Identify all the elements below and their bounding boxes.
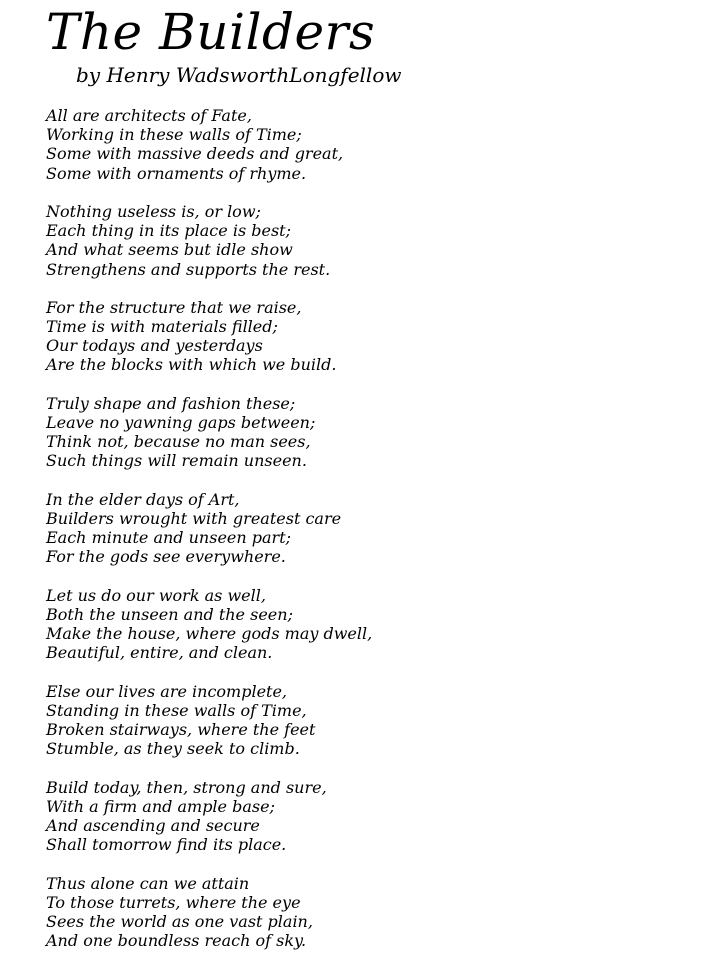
poem-line: Nothing useless is, or low; xyxy=(46,201,261,221)
poem-line: Standing in these walls of Time, xyxy=(46,700,307,720)
poem-line: Sees the world as one vast plain, xyxy=(46,911,313,931)
poem-line: In the elder days of Art, xyxy=(46,489,240,509)
poem-line: Strengthens and supports the rest. xyxy=(46,259,331,279)
poem-line: Think not, because no man sees, xyxy=(46,432,311,452)
stanza-3 xyxy=(46,298,706,375)
poem-body xyxy=(46,106,706,969)
poem-line: Make the house, where gods may dwell, xyxy=(46,624,373,644)
poem-line: Such things will remain unseen. xyxy=(46,451,307,471)
stanza-4 xyxy=(46,394,706,471)
poem-line: Both the unseen and the seen; xyxy=(46,604,293,624)
stanza-7 xyxy=(46,682,706,759)
poem-line: Shall tomorrow find its place. xyxy=(46,835,287,855)
stanza-5 xyxy=(46,490,706,567)
stanza-2 xyxy=(46,202,706,279)
poem-line: All are architects of Fate, xyxy=(46,106,252,125)
poem-line: Beautiful, entire, and clean. xyxy=(46,643,273,663)
poem-line: Stumble, as they seek to climb. xyxy=(46,739,300,759)
poem-line: And one boundless reach of sky. xyxy=(46,931,307,951)
poem-line: Each minute and unseen part; xyxy=(46,528,292,548)
poem-line: For the structure that we raise, xyxy=(46,297,302,317)
poem-line: Builders wrought with greatest care xyxy=(46,508,342,528)
poem-line: Time is with materials filled; xyxy=(46,317,278,337)
poem-line: Working in these walls of Time; xyxy=(46,125,302,145)
stanza-8 xyxy=(46,778,706,855)
poem-line: Else our lives are incomplete, xyxy=(46,681,288,701)
poem-byline: by Henry WadsworthLongfellow xyxy=(76,63,402,87)
poem-line: Some with ornaments of rhyme. xyxy=(46,163,307,183)
poem-line: Some with massive deeds and great, xyxy=(46,144,344,164)
poem-line: And ascending and secure xyxy=(46,815,260,835)
poem-line: Broken stairways, where the feet xyxy=(46,720,316,739)
poem-line: Each thing in its place is best; xyxy=(46,221,291,241)
poem-line: To those turrets, where the eye xyxy=(46,892,301,912)
poem-title: The Builders xyxy=(46,3,376,61)
poem-line: Build today, then, strong and sure, xyxy=(46,777,327,797)
poem-line: Thus alone can we attain xyxy=(46,873,250,893)
poem-line: For the gods see everywhere. xyxy=(46,547,286,567)
stanza-1 xyxy=(46,106,706,183)
poem-line: And what seems but idle show xyxy=(46,240,293,260)
stanza-6 xyxy=(46,586,706,663)
stanza-9 xyxy=(46,874,706,951)
poem-line: Truly shape and fashion these; xyxy=(46,393,296,413)
poem-line: Our todays and yesterdays xyxy=(46,336,263,356)
poem-line: Are the blocks with which we build. xyxy=(46,355,337,375)
poem-line: With a firm and ample base; xyxy=(46,796,275,816)
poem-line: Let us do our work as well, xyxy=(46,585,266,605)
poem-line: Leave no yawning gaps between; xyxy=(46,413,316,432)
